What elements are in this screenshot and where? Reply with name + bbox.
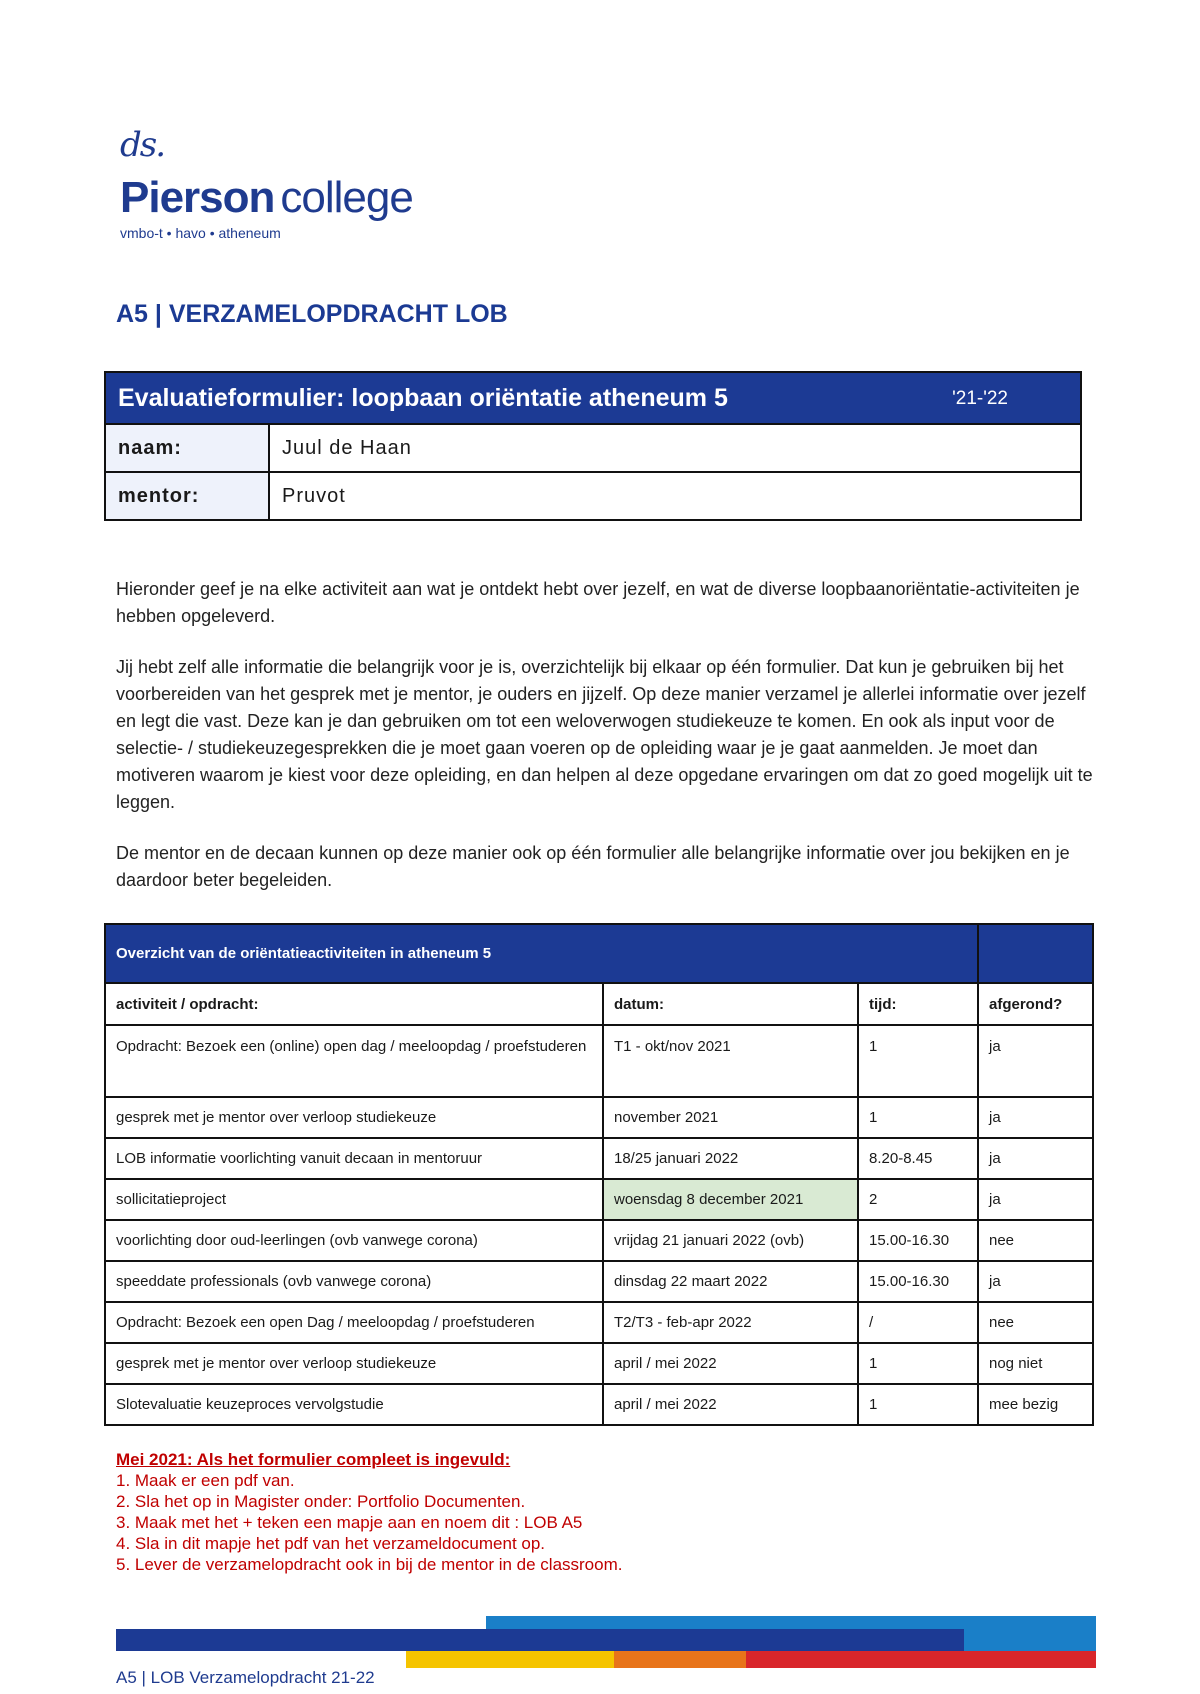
date-cell[interactable]: april / mei 2022 xyxy=(603,1384,858,1425)
overview-header-empty xyxy=(978,924,1093,983)
activity-cell[interactable]: speeddate professionals (ovb vanwege corona) xyxy=(105,1261,603,1302)
done-cell[interactable]: ja xyxy=(978,1097,1093,1138)
overview-header-row xyxy=(105,924,1093,983)
date-cell[interactable]: november 2021 xyxy=(603,1097,858,1138)
column-header-done: afgerond? xyxy=(978,983,1093,1025)
logo-name xyxy=(120,173,413,223)
logo-name-light: college xyxy=(280,173,413,222)
table-row xyxy=(105,1261,1093,1302)
bar-yellow xyxy=(406,1651,614,1668)
done-cell[interactable]: nog niet xyxy=(978,1343,1093,1384)
time-cell[interactable]: 15.00-16.30 xyxy=(858,1220,978,1261)
table-row xyxy=(105,1343,1093,1384)
intro-paragraph: De mentor en de decaan kunnen op deze manier ook op één formulier alle belangrijke informatie over jou bekijken en je daardoor beter begeleiden. xyxy=(116,843,1070,890)
table-row xyxy=(105,1220,1093,1261)
table-row xyxy=(105,1138,1093,1179)
name-row xyxy=(105,424,1081,472)
evaluation-title: Evaluatieformulier: loopbaan oriëntatie atheneum 5 xyxy=(118,383,728,412)
time-cell[interactable]: 1 xyxy=(858,1343,978,1384)
date-cell[interactable]: dinsdag 22 maart 2022 xyxy=(603,1261,858,1302)
instruction-step: 2. Sla het op in Magister onder: Portfolio Documenten. xyxy=(116,1492,526,1511)
date-cell[interactable]: april / mei 2022 xyxy=(603,1343,858,1384)
date-cell[interactable]: 18/25 januari 2022 xyxy=(603,1138,858,1179)
bar-orange xyxy=(614,1651,746,1668)
activity-cell[interactable]: Slotevaluatie keuzeproces vervolgstudie xyxy=(105,1384,603,1425)
column-header-date: datum: xyxy=(603,983,858,1025)
name-label: naam: xyxy=(105,424,269,472)
table-row xyxy=(105,1302,1093,1343)
activity-cell[interactable]: gesprek met je mentor over verloop studiekeuze xyxy=(105,1097,603,1138)
date-cell[interactable]: T1 - okt/nov 2021 xyxy=(603,1025,858,1097)
activity-cell[interactable]: voorlichting door oud-leerlingen (ovb vanwege corona) xyxy=(105,1220,603,1261)
instructions xyxy=(116,1449,622,1575)
bar-navy xyxy=(116,1629,964,1651)
mentor-value[interactable]: Pruvot xyxy=(269,472,1081,520)
bar-red xyxy=(746,1651,1096,1668)
evaluation-form-table xyxy=(104,371,1082,521)
intro-paragraph: Hieronder geef je na elke activiteit aan wat je ontdekt hebt over jezelf, en wat de diverse loopbaanoriëntatie-activiteiten je hebben opgeleverd. xyxy=(116,579,1080,626)
instruction-step: 1. Maak er een pdf van. xyxy=(116,1471,295,1490)
overview-title: Overzicht van de oriëntatieactiviteiten in atheneum 5 xyxy=(105,924,978,983)
footer-text: A5 | LOB Verzamelopdracht 21-22 xyxy=(116,1668,375,1687)
done-cell[interactable]: mee bezig xyxy=(978,1384,1093,1425)
instruction-step: 3. Maak met het + teken een mapje aan en noem dit : LOB A5 xyxy=(116,1513,583,1532)
document-title: A5 | VERZAMELOPDRACHT LOB xyxy=(116,300,508,328)
time-cell[interactable]: / xyxy=(858,1302,978,1343)
date-cell[interactable]: vrijdag 21 januari 2022 (ovb) xyxy=(603,1220,858,1261)
table-row xyxy=(105,1025,1093,1097)
column-header-time: tijd: xyxy=(858,983,978,1025)
instruction-step: 5. Lever de verzamelopdracht ook in bij de mentor in de classroom. xyxy=(116,1555,623,1574)
bar-light-blue-right xyxy=(964,1629,1096,1651)
intro-text xyxy=(116,576,1096,918)
overview-table xyxy=(104,923,1094,1426)
activity-cell[interactable]: LOB informatie voorlichting vanuit decaan in mentoruur xyxy=(105,1138,603,1179)
time-cell[interactable]: 1 xyxy=(858,1025,978,1097)
evaluation-header-row xyxy=(105,372,1081,424)
school-logo xyxy=(120,125,460,245)
table-row xyxy=(105,1179,1093,1220)
logo-name-bold: Pierson xyxy=(120,173,275,222)
done-cell[interactable]: ja xyxy=(978,1261,1093,1302)
table-row xyxy=(105,1097,1093,1138)
time-cell[interactable]: 15.00-16.30 xyxy=(858,1261,978,1302)
table-row xyxy=(105,1384,1093,1425)
logo-tagline: vmbo-t • havo • atheneum xyxy=(120,225,281,241)
column-header-activity: activiteit / opdracht: xyxy=(105,983,603,1025)
intro-paragraph: Jij hebt zelf alle informatie die belangrijk voor je is, overzichtelijk bij elkaar op één formulier. Dat kun je gebruiken bij het voorbereiden van het gesprek met je mentor, je ouders en jijzelf. Op deze manier verzamel je allerlei informatie over jezelf en legt die vast. Deze kan je dan gebruiken om tot een weloverwogen studiekeuze te komen. En ook als input voor de selectie- / studiekeuzegesprekken die je moet gaan voeren op de opleiding waar je je gaat aanmelden. Je moet dan motiveren waarom je kiest voor deze opleiding, en dan helpen al deze opgedane ervaringen om dat zo goed mogelijk uit te leggen. xyxy=(116,657,1093,812)
done-cell[interactable]: ja xyxy=(978,1179,1093,1220)
done-cell[interactable]: ja xyxy=(978,1025,1093,1097)
overview-column-headers xyxy=(105,983,1093,1025)
name-value[interactable]: Juul de Haan xyxy=(269,424,1081,472)
activity-cell[interactable]: sollicitatieproject xyxy=(105,1179,603,1220)
instructions-heading: Mei 2021: Als het formulier compleet is ingevuld: xyxy=(116,1450,511,1469)
footer-color-bars xyxy=(116,1616,1096,1668)
activity-cell[interactable]: Opdracht: Bezoek een open Dag / meeloopdag / proefstuderen xyxy=(105,1302,603,1343)
done-cell[interactable]: ja xyxy=(978,1138,1093,1179)
done-cell[interactable]: nee xyxy=(978,1220,1093,1261)
logo-ds: ds. xyxy=(120,125,165,165)
mentor-row xyxy=(105,472,1081,520)
evaluation-year: '21-'22 xyxy=(952,387,1008,409)
date-cell-highlighted[interactable]: woensdag 8 december 2021 xyxy=(603,1179,858,1220)
mentor-label: mentor: xyxy=(105,472,269,520)
instruction-step: 4. Sla in dit mapje het pdf van het verzameldocument op. xyxy=(116,1534,546,1553)
activity-cell[interactable]: gesprek met je mentor over verloop studiekeuze xyxy=(105,1343,603,1384)
done-cell[interactable]: nee xyxy=(978,1302,1093,1343)
activity-cell[interactable]: Opdracht: Bezoek een (online) open dag / meeloopdag / proefstuderen xyxy=(105,1025,603,1097)
bar-light-blue xyxy=(486,1616,1096,1629)
time-cell[interactable]: 1 xyxy=(858,1384,978,1425)
evaluation-header-cell xyxy=(105,372,1081,424)
date-cell[interactable]: T2/T3 - feb-apr 2022 xyxy=(603,1302,858,1343)
time-cell[interactable]: 1 xyxy=(858,1097,978,1138)
time-cell[interactable]: 2 xyxy=(858,1179,978,1220)
time-cell[interactable]: 8.20-8.45 xyxy=(858,1138,978,1179)
